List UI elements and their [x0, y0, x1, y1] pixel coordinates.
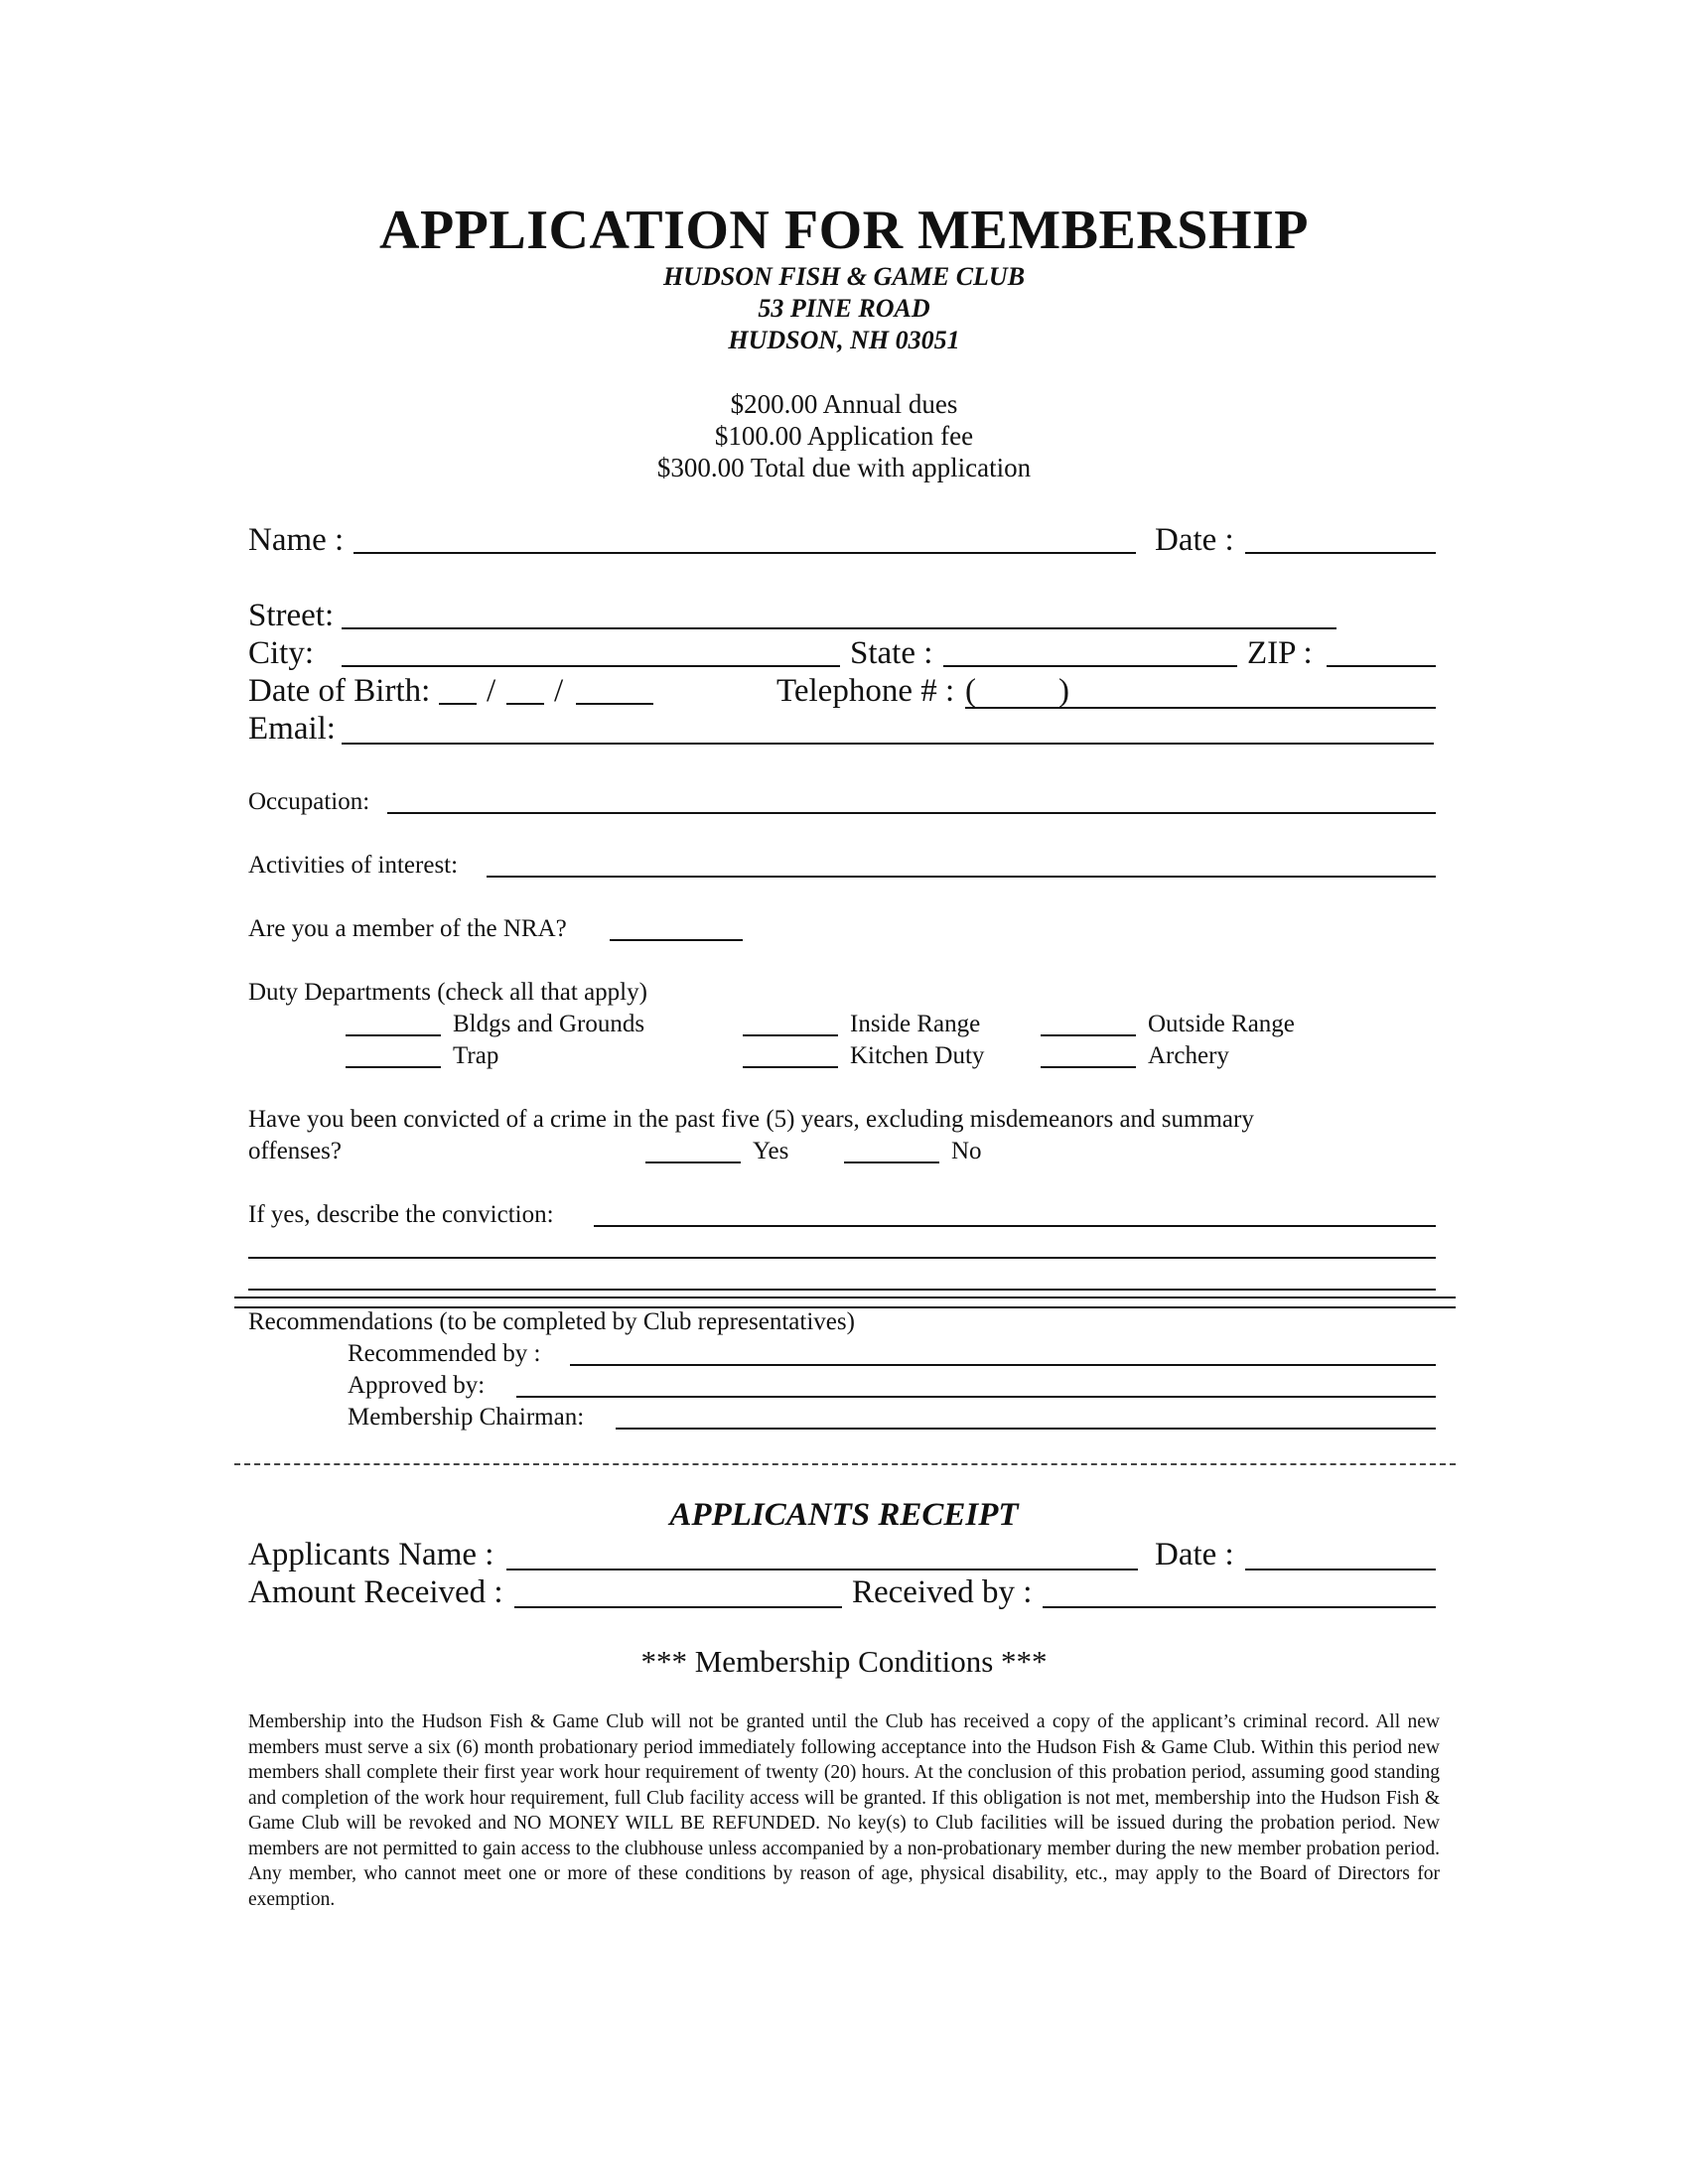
dob-label: Date of Birth:	[248, 673, 431, 709]
club-name: HUDSON FISH & GAME CLUB	[662, 262, 1026, 291]
conviction-describe-label: If yes, describe the conviction:	[248, 1201, 554, 1228]
conviction-question-line2: offenses?	[248, 1138, 342, 1164]
duty-outside-checkbox[interactable]	[1041, 1034, 1136, 1036]
receipt-name-field[interactable]	[506, 1569, 1138, 1570]
membership-chairman-field[interactable]	[616, 1428, 1436, 1430]
duty-bldgs-checkbox[interactable]	[346, 1034, 441, 1036]
page-title: APPLICATION FOR MEMBERSHIP	[379, 200, 1309, 261]
street-field[interactable]	[342, 627, 1336, 629]
telephone-label: Telephone # :	[776, 673, 955, 709]
duty-heading: Duty Departments (check all that apply)	[248, 979, 647, 1006]
recommendations-heading: Recommendations (to be completed by Club representatives)	[248, 1308, 855, 1335]
city-field[interactable]	[342, 665, 840, 667]
email-field[interactable]	[342, 743, 1434, 745]
area-code-close-paren: )	[1058, 673, 1069, 709]
duty-trap-checkbox[interactable]	[346, 1066, 441, 1068]
duty-archery-label: Archery	[1148, 1042, 1229, 1069]
duty-inside-label: Inside Range	[850, 1011, 981, 1037]
zip-field[interactable]	[1327, 665, 1436, 667]
conditions-text: Membership into the Hudson Fish & Game Club will not be granted until the Club has received a copy of the applicant’s criminal record. All new members must serve a six (6) month probationary period immediately following acceptance into the Hudson Fish & Game Club. Within this period new members shall complete their first year work hour requirement of twenty (20) hours. At the conclusion of this probation period, assuming good standing and completion of the work hour requirement, full Club facility access will be granted. If this obligation is not met, membership into the Hudson Fish & Game Club will be revoked and NO MONEY WILL BE REFUNDED. No key(s) to Club facilities will be issued during the probation period. New members are not permitted to gain access to the clubhouse unless accompanied by a non-probationary member during the new member probation period. Any member, who cannot meet one or more of these conditions by reason of age, physical disability, etc., may apply to the Board of Directors for exemption.	[248, 1711, 1440, 1910]
dob-month-field[interactable]	[439, 703, 477, 705]
conviction-yes-label: Yes	[753, 1138, 789, 1164]
activities-label: Activities of interest:	[248, 852, 459, 879]
conviction-question-line1: Have you been convicted of a crime in the past five (5) years, excluding misdemeanors and summary	[248, 1106, 1254, 1133]
state-label: State :	[850, 635, 933, 671]
fee-application: $100.00 Application fee	[714, 421, 974, 451]
name-field[interactable]	[353, 552, 1136, 554]
receipt-name-label: Applicants Name :	[248, 1537, 494, 1572]
conviction-no-checkbox[interactable]	[844, 1161, 939, 1163]
date-label: Date :	[1155, 522, 1234, 558]
received-by-label: Received by :	[852, 1574, 1033, 1610]
city-label: City:	[248, 635, 315, 671]
dob-slash-2: /	[554, 673, 564, 709]
nra-field[interactable]	[610, 939, 743, 941]
duty-trap-label: Trap	[453, 1042, 499, 1069]
dob-year-field[interactable]	[576, 703, 653, 705]
occupation-field[interactable]	[387, 812, 1436, 814]
state-field[interactable]	[943, 665, 1237, 667]
receipt-cut-line	[234, 1463, 1456, 1465]
area-code-open-paren: (	[965, 673, 976, 709]
receipt-title: APPLICANTS RECEIPT	[669, 1497, 1019, 1533]
club-address-line2: HUDSON, NH 03051	[728, 326, 960, 354]
street-label: Street:	[248, 598, 335, 633]
recommended-by-field[interactable]	[570, 1364, 1436, 1366]
conviction-no-label: No	[951, 1138, 982, 1164]
activities-field[interactable]	[487, 876, 1436, 878]
approved-by-label: Approved by:	[348, 1372, 486, 1399]
conditions-title: *** Membership Conditions ***	[640, 1644, 1048, 1679]
zip-label: ZIP :	[1247, 635, 1313, 671]
conviction-describe-field-1[interactable]	[594, 1225, 1436, 1227]
approved-by-field[interactable]	[516, 1396, 1436, 1398]
amount-received-label: Amount Received :	[248, 1574, 503, 1610]
email-label: Email:	[248, 711, 336, 747]
section-divider-top	[234, 1297, 1456, 1298]
amount-received-field[interactable]	[514, 1606, 842, 1608]
recommended-by-label: Recommended by :	[348, 1340, 541, 1367]
club-address-line1: 53 PINE ROAD	[758, 294, 930, 323]
conviction-describe-field-3[interactable]	[248, 1289, 1436, 1291]
receipt-date-field[interactable]	[1245, 1569, 1436, 1570]
received-by-field[interactable]	[1043, 1606, 1436, 1608]
fee-total: $300.00 Total due with application	[656, 453, 1032, 482]
conviction-describe-field-2[interactable]	[248, 1257, 1436, 1259]
receipt-date-label: Date :	[1155, 1537, 1234, 1572]
duty-outside-label: Outside Range	[1148, 1011, 1295, 1037]
nra-question: Are you a member of the NRA?	[248, 915, 567, 942]
membership-chairman-label: Membership Chairman:	[348, 1404, 585, 1431]
dob-slash-1: /	[487, 673, 496, 709]
duty-kitchen-checkbox[interactable]	[743, 1066, 838, 1068]
name-label: Name :	[248, 522, 345, 558]
occupation-label: Occupation:	[248, 788, 370, 815]
duty-inside-checkbox[interactable]	[743, 1034, 838, 1036]
duty-bldgs-label: Bldgs and Grounds	[453, 1011, 645, 1037]
telephone-field[interactable]	[965, 707, 1436, 709]
fee-annual: $200.00 Annual dues	[730, 389, 958, 419]
conviction-yes-checkbox[interactable]	[645, 1161, 741, 1163]
dob-day-field[interactable]	[506, 703, 544, 705]
duty-kitchen-label: Kitchen Duty	[850, 1042, 985, 1069]
duty-archery-checkbox[interactable]	[1041, 1066, 1136, 1068]
date-field[interactable]	[1245, 552, 1436, 554]
